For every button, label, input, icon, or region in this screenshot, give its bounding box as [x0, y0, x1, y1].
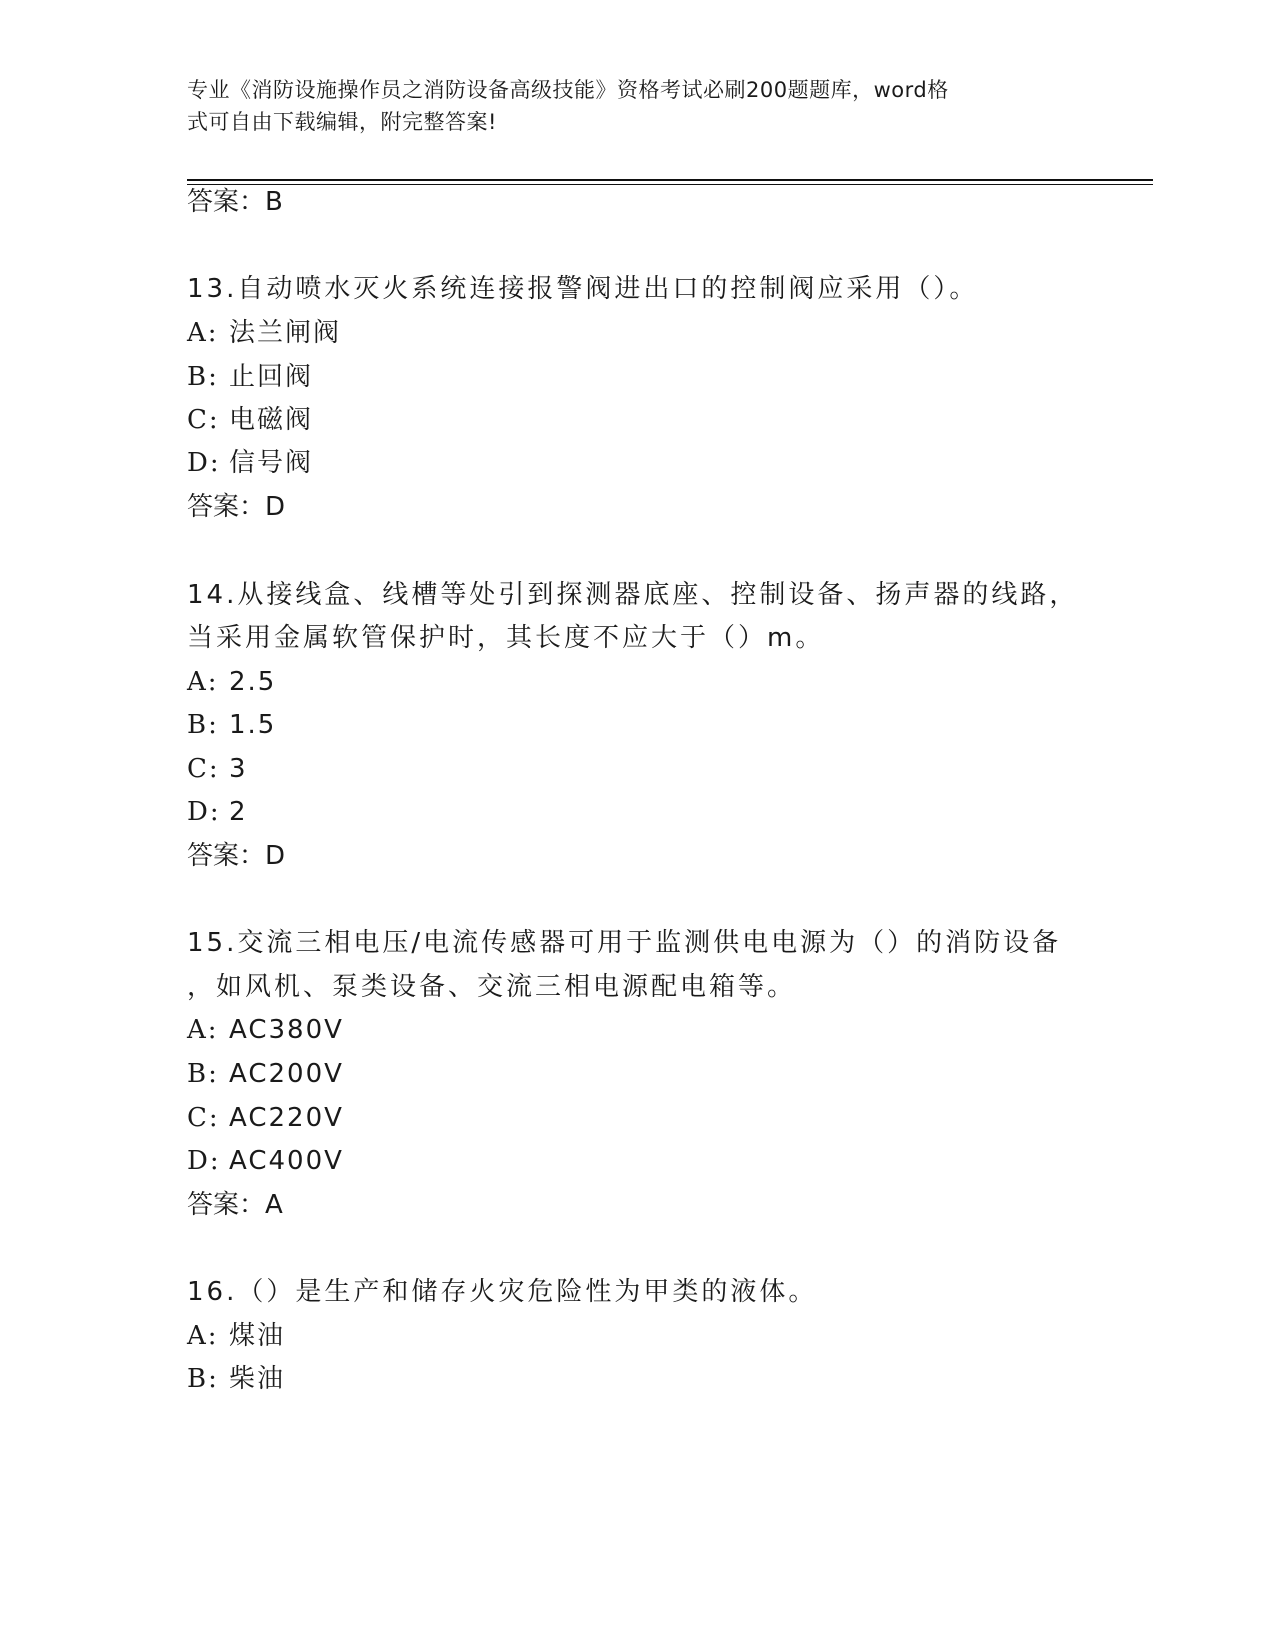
question-13-answer: 答案：D [187, 492, 286, 522]
question-14-option-a [187, 666, 276, 698]
question-16-text: 16.（）是生产和储存火灾危险性为甲类的液体。 [187, 1277, 818, 1307]
option-text: 止回阀 [229, 362, 314, 392]
option-key: A: [187, 318, 219, 348]
option-text: 2.5 [229, 667, 277, 697]
option-text: AC220V [229, 1103, 344, 1133]
question-14-option-b [187, 709, 276, 741]
header-divider-thick [187, 179, 1153, 181]
question-15-answer: 答案：A [187, 1190, 283, 1220]
question-13-option-d [187, 447, 313, 479]
option-text: AC200V [229, 1059, 344, 1089]
option-key: A: [187, 1321, 219, 1351]
question-14-answer: 答案：D [187, 841, 286, 871]
option-key: A: [187, 1015, 219, 1045]
option-key: D: [187, 1146, 221, 1176]
option-key: B: [187, 362, 219, 392]
question-16-option-b [187, 1363, 285, 1395]
header-divider-thin [187, 184, 1153, 185]
header-line-1: 专业《消防设施操作员之消防设备高级技能》资格考试必刷200题题库，word格 [187, 78, 949, 102]
question-15-option-a [187, 1014, 344, 1046]
question-14-text-line-1: 14.从接线盒、线槽等处引到探测器底座、控制设备、扬声器的线路， [187, 580, 1079, 610]
question-15-text-line-2: ，如风机、泵类设备、交流三相电源配电箱等。 [187, 972, 797, 1002]
option-key: B: [187, 1364, 219, 1394]
option-text: 信号阀 [229, 448, 314, 478]
option-key: A: [187, 667, 219, 697]
option-key: C: [187, 405, 220, 435]
question-14-option-c [187, 753, 248, 785]
option-key: B: [187, 1059, 219, 1089]
question-15-option-b [187, 1058, 344, 1090]
option-text: 2 [229, 797, 248, 827]
header-line-2: 式可自由下载编辑，附完整答案! [187, 110, 497, 134]
option-text: 1.5 [229, 710, 277, 740]
option-text: AC380V [229, 1015, 344, 1045]
option-key: B: [187, 710, 219, 740]
option-text: AC400V [229, 1146, 344, 1176]
question-16-option-a [187, 1320, 285, 1352]
option-text: 法兰闸阀 [229, 318, 342, 348]
option-key: D: [187, 797, 221, 827]
question-14-option-d [187, 796, 248, 828]
question-14-text-line-2: 当采用金属软管保护时，其长度不应大于（）m。 [187, 623, 825, 653]
option-text: 煤油 [229, 1321, 286, 1351]
option-text: 3 [229, 754, 248, 784]
option-key: C: [187, 1103, 220, 1133]
previous-answer: 答案：B [187, 187, 283, 217]
question-13-option-c [187, 404, 313, 436]
document-header [187, 74, 1067, 138]
question-13-option-b [187, 361, 313, 393]
question-13-option-a [187, 317, 341, 349]
option-text: 柴油 [229, 1364, 286, 1394]
question-13-text: 13.自动喷水灭火系统连接报警阀进出口的控制阀应采用（）。 [187, 274, 979, 304]
question-15-option-d [187, 1145, 344, 1177]
question-15-option-c [187, 1102, 344, 1134]
option-key: C: [187, 754, 220, 784]
question-15-text-line-1: 15.交流三相电压/电流传感器可用于监测供电电源为（）的消防设备 [187, 928, 1062, 958]
option-text: 电磁阀 [229, 405, 314, 435]
option-key: D: [187, 448, 221, 478]
